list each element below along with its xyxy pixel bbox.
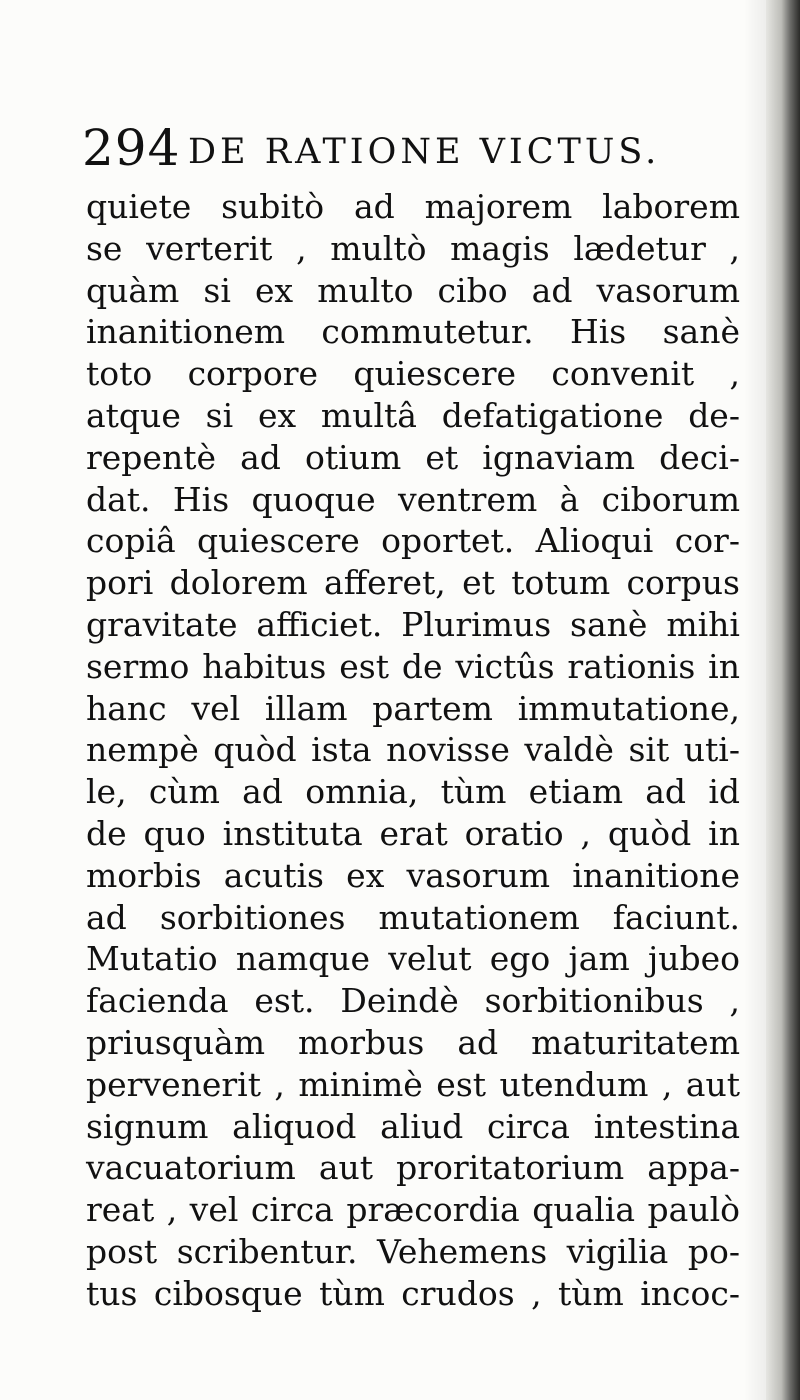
text-line: le, cùm ad omnia, tùm etiam ad id (86, 772, 740, 812)
text-line: repentè ad otium et ignaviam deci- (86, 437, 740, 477)
text-line: nempè quòd ista novisse valdè sit uti- (86, 730, 740, 770)
text-line: dat. His quoque ventrem à ciborum (86, 479, 740, 519)
page-number: 294 (82, 119, 181, 177)
text-line: Mutatio namque velut ego jam jubeo (86, 939, 740, 979)
text-line: hanc vel illam partem immutatione, (86, 688, 740, 728)
text-line: reat , vel circa præcordia qualia paulò (86, 1190, 740, 1230)
text-line: priusquàm morbus ad maturitatem (86, 1022, 740, 1062)
text-line: se verterit , multò magis lædetur , (86, 228, 740, 268)
text-line: vacuatorium aut proritatorium appa- (86, 1148, 740, 1188)
text-line: quàm si ex multo cibo ad vasorum (86, 270, 740, 310)
running-head: DE RATIONE VICTUS. (188, 132, 661, 172)
text-line: copiâ quiescere oportet. Alioqui cor- (86, 521, 740, 561)
binding-edge (766, 0, 800, 1400)
text-line: toto corpore quiescere convenit , (86, 354, 740, 394)
page-header (82, 118, 682, 178)
text-line: inanitionem commutetur. His sanè (86, 312, 740, 352)
text-line: ad sorbitiones mutationem faciunt. (86, 897, 740, 937)
text-line: facienda est. Deindè sorbitionibus , (86, 981, 740, 1021)
text-line: pervenerit , minimè est utendum , aut (86, 1064, 740, 1104)
binding-shadow (744, 0, 766, 1400)
text-line: atque si ex multâ defatigatione de- (86, 395, 740, 435)
text-line: signum aliquod aliud circa intestina (86, 1106, 740, 1146)
text-line: morbis acutis ex vasorum inanitione (86, 855, 740, 895)
text-line: gravitate afficiet. Plurimus sanè mihi (86, 604, 740, 644)
text-line: quiete subitò ad majorem laborem (86, 187, 740, 226)
text-line: tus cibosque tùm crudos , tùm incoc- (86, 1273, 740, 1313)
text-line: pori dolorem afferet, et totum corpus (86, 563, 740, 603)
text-line: sermo habitus est de victûs rationis in (86, 646, 740, 686)
body-text (86, 186, 740, 1315)
text-line: de quo instituta erat oratio , quòd in (86, 813, 740, 853)
text-line: post scribentur. Vehemens vigilia po- (86, 1231, 740, 1271)
